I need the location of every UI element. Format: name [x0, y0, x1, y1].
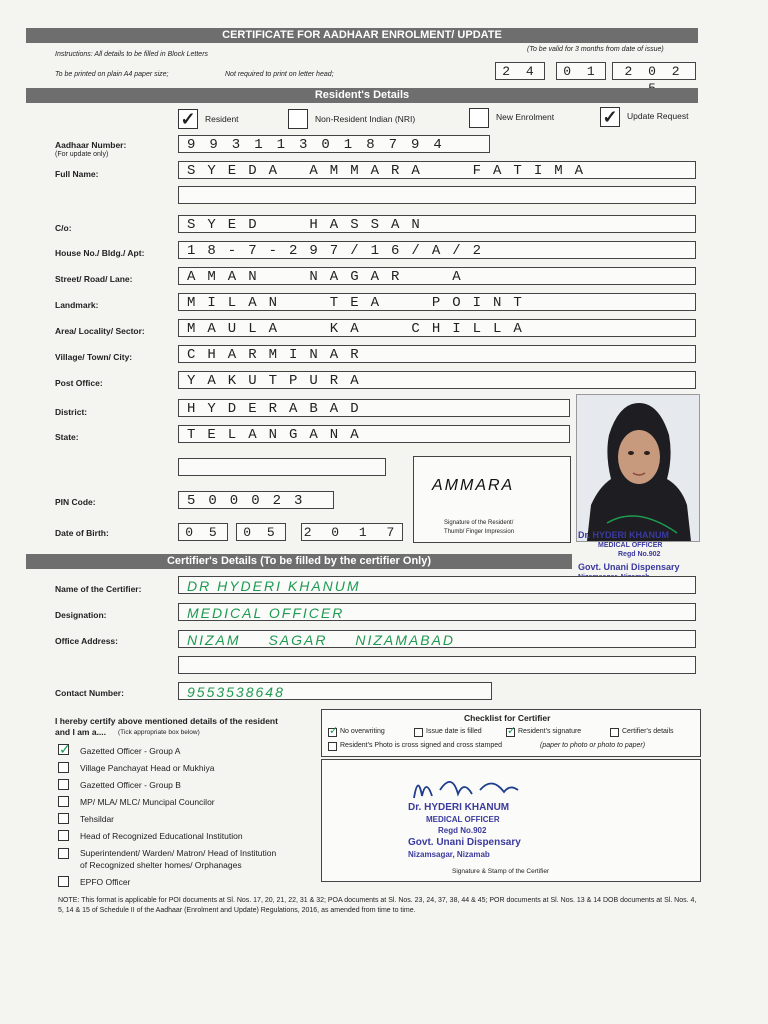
- aadhaar-sublabel: (For update only): [55, 151, 109, 158]
- resident-checkbox[interactable]: ✓: [178, 109, 198, 129]
- new-enrolment-checkbox[interactable]: [469, 108, 489, 128]
- nri-option-label: Non-Resident Indian (NRI): [315, 114, 416, 124]
- checklist-box: [321, 709, 701, 757]
- option-mp-mla-label: MP/ MLA/ MLC/ Muncipal Councilor: [80, 797, 215, 807]
- option-superintendent-label-line2: of Recognized shelter homes/ Orphanages: [80, 860, 242, 870]
- issue-date-month[interactable]: 0 1: [556, 62, 606, 80]
- checklist-issue-date-checkbox[interactable]: [414, 728, 423, 737]
- new-enrolment-label: New Enrolment: [496, 112, 555, 122]
- option-gazetted-a-checkbox[interactable]: ✓: [59, 741, 71, 757]
- update-request-checkbox[interactable]: ✓: [600, 107, 620, 127]
- house-field[interactable]: 18-7-297/16/A/2: [178, 241, 696, 259]
- instructions: Instructions: All details to be filled in Block Letters: [55, 51, 209, 58]
- full-name-field[interactable]: SYEDA AMMARA FATIMA: [178, 161, 696, 179]
- designation-label: Designation:: [55, 610, 107, 620]
- certifier-name-label: Name of the Certifier:: [55, 584, 142, 594]
- contact-field[interactable]: [178, 682, 492, 700]
- checklist-certifier-details-label: Certifier's details: [622, 728, 674, 735]
- issue-date-year[interactable]: 2 0 2: [612, 62, 696, 80]
- state-field[interactable]: TELANGANA: [178, 425, 570, 443]
- option-panchayat-label: Village Panchayat Head or Mukhiya: [80, 763, 215, 773]
- option-tehsildar-checkbox[interactable]: [58, 813, 69, 824]
- resident-signature: AMMARA: [432, 477, 515, 494]
- checklist-issue-date-label: Issue date is filled: [426, 728, 482, 735]
- state-label: State:: [55, 432, 79, 442]
- contact-value: 9553538648: [187, 684, 285, 700]
- update-request-label: Update Request: [627, 111, 689, 121]
- signature-caption-2: Thumb/ Finger Impression: [444, 529, 515, 535]
- resident-signature-box: [413, 456, 571, 543]
- village-label: Village/ Town/ City:: [55, 352, 133, 362]
- footer-note: NOTE: This format is applicable for POI documents at Sl. Nos. 17, 20, 21, 22, 31 & 32; POA documents at Sl. Nos. 23, 24, 37, 38, 44 & 45; POR documents at Sl. Nos. 13 & 14 DOB documents at Sl. Nos. 4, 5, 14 & 15 of Schedule II of the Aadhaar (Enrolment and Update) Regulations, 2016, as amended from time to time.: [58, 897, 697, 914]
- checklist-photo-checkbox[interactable]: [328, 742, 337, 751]
- print-note: To be printed on plain A4 paper size;: [55, 71, 169, 78]
- letterhead-note: Not required to print on letter head;: [225, 71, 334, 78]
- option-gazetted-b-checkbox[interactable]: [58, 779, 69, 790]
- dob-month[interactable]: 0 5: [236, 523, 286, 541]
- street-field[interactable]: AMAN NAGAR A: [178, 267, 696, 285]
- pin-label: PIN Code:: [55, 497, 96, 507]
- co-label: C/o:: [55, 223, 72, 233]
- option-epfo-checkbox[interactable]: [58, 876, 69, 887]
- resident-photo: [576, 394, 700, 542]
- area-label: Area/ Locality/ Sector:: [55, 326, 145, 336]
- stamp-org: Govt. Unani Dispensary: [408, 837, 521, 848]
- stamp-caption: Signature & Stamp of the Certifier: [452, 868, 550, 875]
- designation-field[interactable]: [178, 603, 696, 621]
- co-field[interactable]: SYED HASSAN: [178, 215, 696, 233]
- checklist-overwriting-label: No overwriting: [340, 728, 385, 735]
- office-address-line2[interactable]: [178, 656, 696, 674]
- full-name-field-line2[interactable]: [178, 186, 696, 204]
- office-address-label: Office Address:: [55, 636, 118, 646]
- photo-stamp-org: Govt. Unani Dispensary: [578, 562, 680, 572]
- pin-field[interactable]: 500023: [178, 491, 334, 509]
- district-field[interactable]: HYDERABAD: [178, 399, 570, 417]
- office-address-value: NIZAM SAGAR NIZAMABAD: [187, 632, 456, 648]
- dob-year[interactable]: 2 0 1 7: [301, 523, 403, 541]
- option-gazetted-b-label: Gazetted Officer - Group B: [80, 780, 181, 790]
- stamp-name: Dr. HYDERI KHANUM: [408, 802, 510, 813]
- stamp-regd: Regd No.902: [438, 826, 487, 835]
- stamp-place: Nizamsagar, Nizamab: [408, 850, 490, 859]
- stamp-title: MEDICAL OFFICER: [426, 815, 500, 824]
- certifier-name-value: DR HYDERI KHANUM: [187, 578, 361, 594]
- checklist-title: Checklist for Certifier: [464, 713, 551, 723]
- option-panchayat-checkbox[interactable]: [58, 762, 69, 773]
- certifier-name-field[interactable]: [178, 576, 696, 594]
- nri-checkbox[interactable]: [288, 109, 308, 129]
- contact-label: Contact Number:: [55, 688, 124, 698]
- photo-stamp-title: MEDICAL OFFICER: [598, 542, 663, 549]
- resident-section-title: Resident's Details: [26, 88, 698, 103]
- checklist-signature-checkbox[interactable]: ✓: [507, 725, 517, 737]
- village-field[interactable]: CHARMINAR: [178, 345, 696, 363]
- resident-option-label: Resident: [205, 114, 239, 124]
- option-superintendent-label: Superintendent/ Warden/ Matron/ Head of Institution: [80, 848, 277, 858]
- issue-date-day[interactable]: 2 4: [495, 62, 545, 80]
- form-title: CERTIFICATE FOR AADHAAR ENROLMENT/ UPDATE: [26, 28, 698, 43]
- district-label: District:: [55, 407, 88, 417]
- dob-label: Date of Birth:: [55, 528, 109, 538]
- validity-note: (To be valid for 3 months from date of issue): [527, 46, 664, 53]
- photo-stamp-regd: Regd No.902: [618, 551, 661, 558]
- landmark-field[interactable]: MILAN TEA POINT: [178, 293, 696, 311]
- option-tehsildar-label: Tehsildar: [80, 814, 115, 824]
- full-name-label: Full Name:: [55, 169, 99, 179]
- photo-stamp-name: Dr. HYDERI KHANUM: [578, 530, 670, 540]
- option-epfo-label: EPFO Officer: [80, 877, 131, 887]
- checklist-photo-label: Resident's Photo is cross signed and cross stamped: [340, 742, 503, 749]
- option-edu-head-checkbox[interactable]: [58, 830, 69, 841]
- checklist-signature-label: Resident's signature: [518, 728, 582, 735]
- option-mp-mla-checkbox[interactable]: [58, 796, 69, 807]
- signature-caption-1: Signature of the Resident/: [444, 520, 514, 526]
- post-office-field[interactable]: YAKUTPURA: [178, 371, 696, 389]
- designation-value: MEDICAL OFFICER: [187, 605, 345, 621]
- aadhaar-label: Aadhaar Number:: [55, 140, 127, 150]
- option-superintendent-checkbox[interactable]: [58, 848, 69, 859]
- option-edu-head-label: Head of Recognized Educational Institution: [80, 831, 243, 841]
- aadhaar-number-field[interactable]: 993113018794: [178, 135, 490, 153]
- checklist-overwriting-checkbox[interactable]: ✓: [329, 725, 339, 737]
- checklist-certifier-details-checkbox[interactable]: [610, 728, 619, 737]
- certifier-stamp-box: [321, 759, 701, 882]
- certify-text-1: I hereby certify above mentioned details of the resident: [55, 716, 278, 726]
- house-label: House No./ Bldg./ Apt:: [55, 248, 145, 258]
- checklist-photo-hint: (paper to photo or photo to paper): [540, 742, 646, 749]
- dob-day[interactable]: 0 5: [178, 523, 228, 541]
- certify-hint: (Tick appropriate box below): [118, 729, 200, 736]
- certify-text-2: and I am a....: [55, 727, 107, 737]
- certifier-section-title: Certifier's Details (To be filled by the certifier Only): [26, 554, 572, 569]
- street-label: Street/ Road/ Lane:: [55, 274, 133, 284]
- office-address-field[interactable]: [178, 630, 696, 648]
- option-gazetted-a-label: Gazetted Officer - Group A: [80, 746, 181, 756]
- state-field-extra[interactable]: [178, 458, 386, 476]
- post-office-label: Post Office:: [55, 378, 103, 388]
- area-field[interactable]: MAULA KA CHILLA: [178, 319, 696, 337]
- landmark-label: Landmark:: [55, 300, 99, 310]
